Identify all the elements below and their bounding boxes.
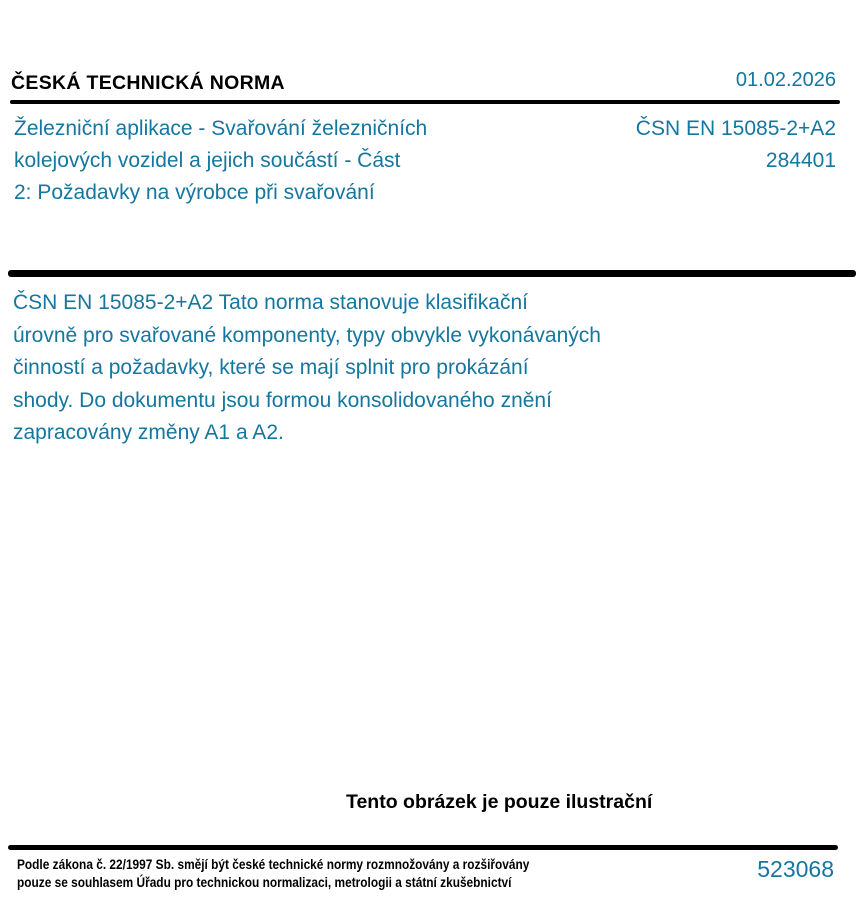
illustration-note: Tento obrázek je pouze ilustrační	[346, 791, 653, 813]
effective-date: 01.02.2026	[735, 69, 836, 91]
order-number: 523068	[757, 856, 834, 882]
abstract-line: ČSN EN 15085-2+A2 Tato norma stanovuje klasifikační	[13, 291, 528, 314]
section-divider	[8, 270, 856, 277]
page-title: ČESKÁ TECHNICKÁ NORMA	[11, 72, 285, 94]
abstract-line: shody. Do dokumentu jsou formou konsolidovaného znění	[13, 388, 552, 412]
standard-title-line: kolejových vozidel a jejich součástí - Část	[14, 149, 401, 172]
legal-notice-line: pouze se souhlasem Úřadu pro technickou normalizaci, metrologii a státní zkušebnictví	[17, 875, 512, 890]
standard-number: ČSN EN 15085-2+A2	[635, 117, 836, 140]
abstract-text	[13, 287, 601, 450]
legal-notice	[17, 856, 529, 892]
footer-divider	[8, 845, 838, 850]
abstract-line: úrovně pro svařované komponenty, typy obvykle vykonávaných	[13, 323, 601, 347]
header-divider	[10, 100, 840, 104]
standard-title-line: 2: Požadavky na výrobce při svařování	[14, 181, 375, 204]
standard-identifiers	[636, 113, 836, 177]
abstract-line: zapracovány změny A1 a A2.	[13, 421, 284, 444]
standard-title-line: Železniční aplikace - Svařování železničních	[14, 117, 428, 140]
abstract-line: činností a požadavky, které se mají splnit pro prokázání	[13, 356, 529, 379]
class-number: 284401	[765, 149, 836, 172]
legal-notice-line: Podle zákona č. 22/1997 Sb. smějí být české technické normy rozmnožovány a rozšiřovány	[17, 857, 530, 872]
standard-title	[14, 113, 427, 209]
